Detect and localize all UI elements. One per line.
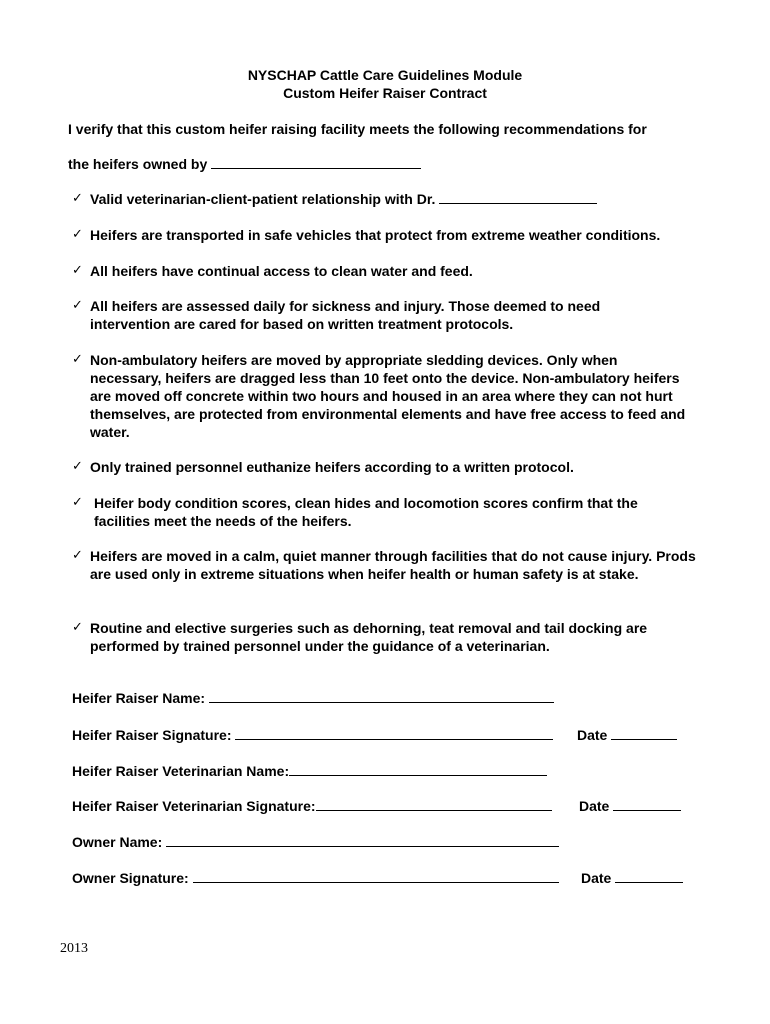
item-text: Only trained personnel euthanize heifers according to a written protocol. bbox=[90, 459, 574, 475]
date-label: Date bbox=[577, 727, 608, 743]
raiser-signature-label: Heifer Raiser Signature: bbox=[72, 727, 232, 743]
vet-name-label: Heifer Raiser Veterinarian Name: bbox=[72, 763, 290, 779]
list-item bbox=[72, 619, 702, 655]
raiser-date-field[interactable] bbox=[611, 727, 677, 740]
list-item bbox=[72, 547, 712, 583]
list-item bbox=[72, 190, 722, 208]
intro-line-2 bbox=[68, 155, 421, 173]
check-mark-icon: ✓ bbox=[72, 227, 83, 242]
item-text: Non-ambulatory heifers are moved by appropriate sledding devices. Only when necessary, heifers are dragged less than 10 feet onto the device. Non-ambulatory heifers are moved off concrete within two hours and housed in an area where they can not hurt themselves, are protected from environmental elements and have free access to feed and water. bbox=[90, 352, 686, 440]
check-mark-icon: ✓ bbox=[72, 191, 83, 206]
owner-signature-label: Owner Signature: bbox=[72, 870, 189, 886]
owner-signature-row bbox=[72, 869, 612, 887]
vet-name-row bbox=[72, 762, 547, 780]
check-mark-icon: ✓ bbox=[72, 263, 83, 278]
item-text: Routine and elective surgeries such as dehorning, teat removal and tail docking are performed by trained personnel under the guidance of a veterinarian. bbox=[90, 620, 648, 654]
document-subtitle: Custom Heifer Raiser Contract bbox=[283, 85, 487, 101]
item-text: Heifer body condition scores, clean hides and locomotion scores confirm that the facilities meet the needs of the heifers. bbox=[94, 495, 638, 529]
intro-line-1: I verify that this custom heifer raising facility meets the following recommendations for bbox=[68, 121, 647, 137]
vet-date-field[interactable] bbox=[613, 798, 681, 811]
owner-name-label: Owner Name: bbox=[72, 834, 163, 850]
vet-signature-field[interactable] bbox=[316, 798, 552, 811]
list-item bbox=[72, 297, 662, 333]
owner-date-field[interactable] bbox=[615, 870, 683, 883]
check-mark-icon: ✓ bbox=[72, 548, 83, 563]
veterinarian-blank[interactable] bbox=[439, 191, 597, 204]
heifer-owner-blank[interactable] bbox=[211, 156, 421, 169]
item-text: Heifers are moved in a calm, quiet manner through facilities that do not cause injury. Prods are used only in extreme situations when heifer health or human safety is at stake. bbox=[90, 548, 696, 582]
item-text: All heifers have continual access to clean water and feed. bbox=[90, 263, 473, 279]
raiser-name-row bbox=[72, 689, 554, 707]
list-item bbox=[72, 262, 722, 280]
list-item bbox=[72, 226, 722, 244]
raiser-date-group bbox=[577, 726, 677, 744]
raiser-signature-field[interactable] bbox=[235, 727, 553, 740]
list-item bbox=[72, 494, 692, 530]
vet-date-group bbox=[579, 797, 681, 815]
vet-signature-row bbox=[72, 797, 610, 815]
vet-name-field[interactable] bbox=[289, 763, 547, 776]
list-item bbox=[72, 351, 687, 441]
document-title: NYSCHAP Cattle Care Guidelines Module bbox=[247, 67, 523, 83]
item-text: Valid veterinarian-client-patient relationship with Dr. bbox=[90, 191, 436, 207]
vet-signature-label: Heifer Raiser Veterinarian Signature: bbox=[72, 798, 316, 814]
owner-name-row bbox=[72, 833, 559, 851]
raiser-signature-row bbox=[72, 726, 608, 744]
intro-line-2-text: the heifers owned by bbox=[68, 156, 208, 172]
owner-name-field[interactable] bbox=[166, 834, 559, 847]
date-label: Date bbox=[581, 870, 612, 886]
check-mark-icon: ✓ bbox=[72, 352, 83, 367]
owner-date-group bbox=[581, 869, 683, 887]
item-text: All heifers are assessed daily for sickness and injury. Those deemed to need intervention are cared for based on written treatment protocols. bbox=[90, 298, 601, 332]
check-mark-icon: ✓ bbox=[72, 495, 83, 510]
date-label: Date bbox=[579, 798, 610, 814]
check-mark-icon: ✓ bbox=[72, 459, 83, 474]
raiser-name-label: Heifer Raiser Name: bbox=[72, 690, 206, 706]
document-year: 2013 bbox=[60, 941, 88, 956]
item-text: Heifers are transported in safe vehicles that protect from extreme weather conditions. bbox=[90, 227, 661, 243]
owner-signature-field[interactable] bbox=[193, 870, 559, 883]
raiser-name-field[interactable] bbox=[209, 690, 554, 703]
list-item bbox=[72, 458, 722, 476]
check-mark-icon: ✓ bbox=[72, 298, 83, 313]
check-mark-icon: ✓ bbox=[72, 620, 83, 635]
